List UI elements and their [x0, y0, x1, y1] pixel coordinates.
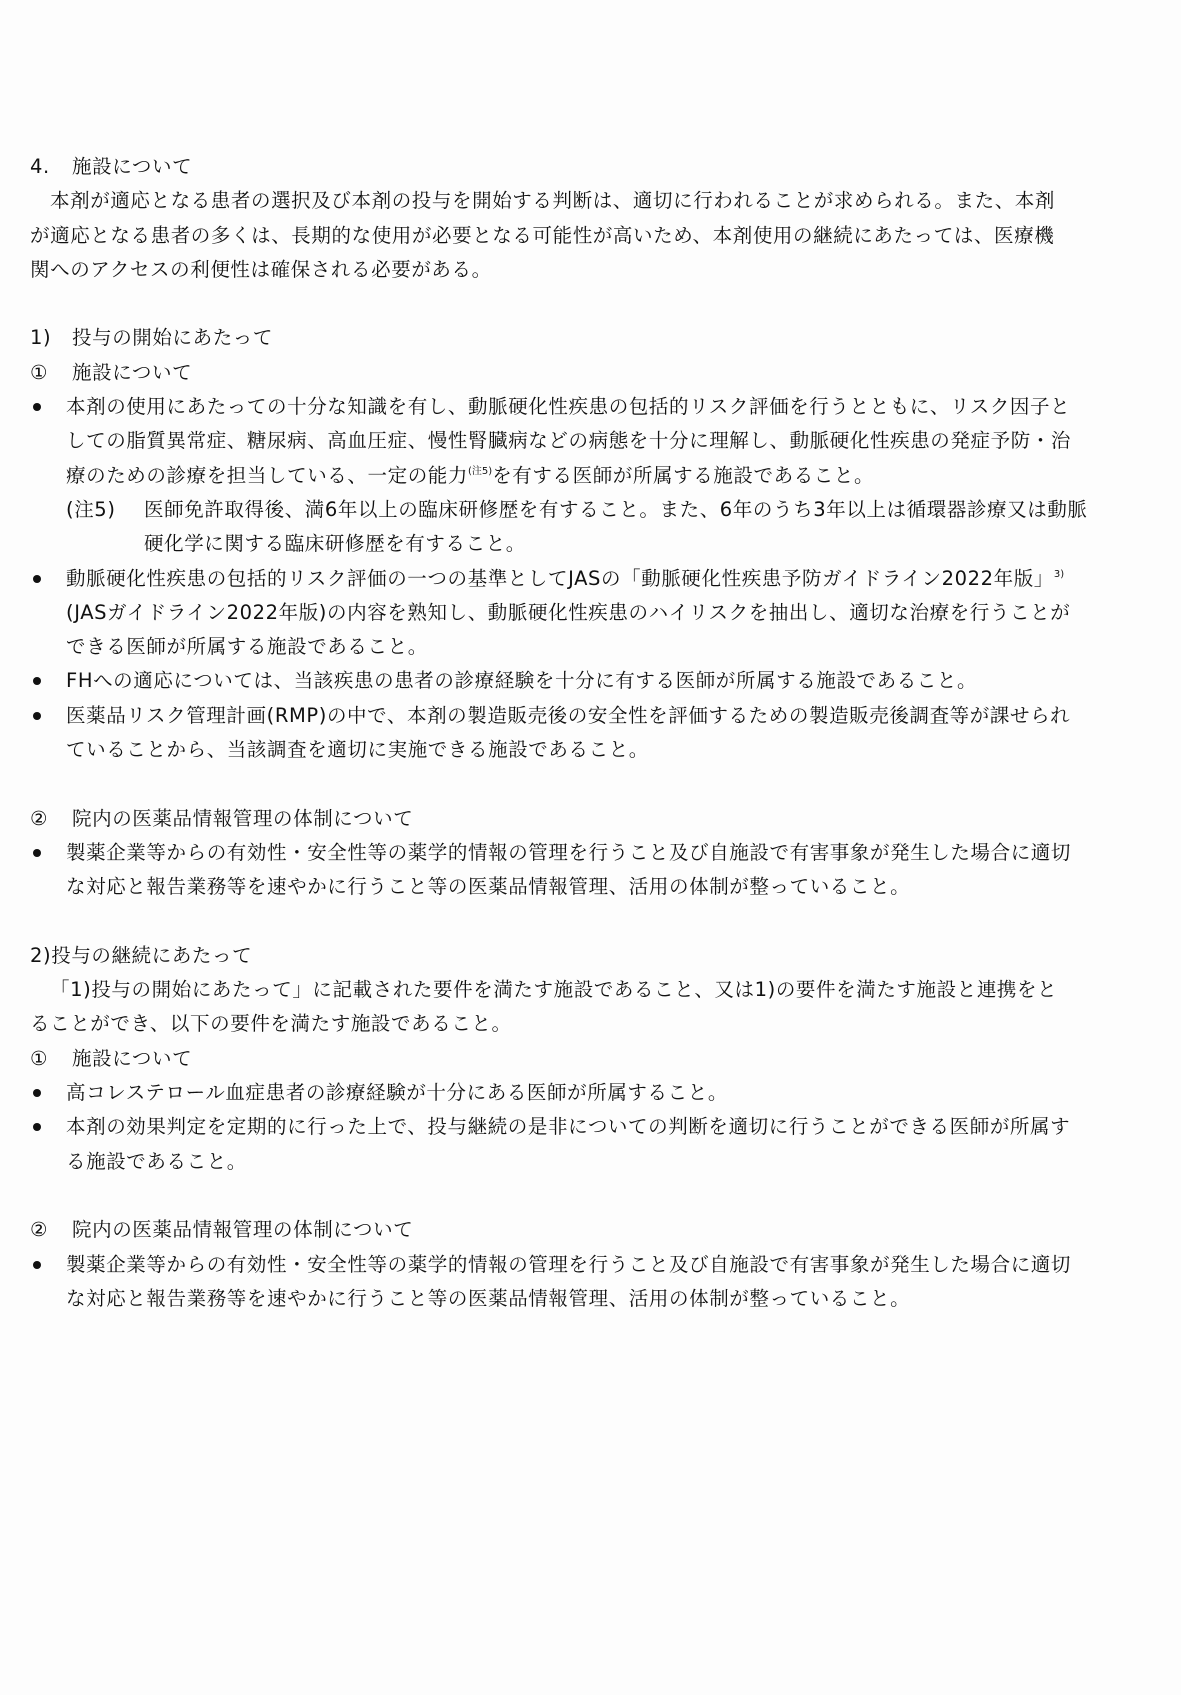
document-page: [30, 150, 1152, 1316]
spacer: [30, 287, 1152, 321]
bullet-icon: [33, 712, 41, 720]
intro-line: 関へのアクセスの利便性は確保される必要がある。: [30, 257, 492, 281]
intro-line: 本剤が適応となる患者の選択及び本剤の投与を開始する判断は、適切に行われることが求められる。また、本剤: [50, 189, 1056, 213]
part2-intro: [30, 973, 1152, 1042]
part2-sub1-title: 施設について: [72, 1046, 193, 1070]
part2-sub1-heading: [30, 1042, 1152, 1076]
part2-heading: 2)投与の継続にあたって: [30, 943, 253, 967]
section-number: 4.: [30, 155, 50, 178]
reference-marker: 3): [1053, 568, 1065, 580]
part1-sub2-heading: [30, 802, 1152, 836]
circled-number-1: ①: [30, 360, 49, 384]
bullet-icon: [33, 1261, 41, 1269]
part1-sub1-heading: [30, 356, 1152, 390]
list-item-text: 製薬企業等からの有効性・安全性等の薬学的情報の管理を行うこと及び自施設で有害事象が発生した場合に適切: [66, 840, 1072, 864]
part2-sub2-title: 院内の医薬品情報管理の体制について: [72, 1218, 414, 1242]
list-item: [30, 664, 1152, 698]
list-item: [30, 1248, 1152, 1317]
list-item-text: な対応と報告業務等を速やかに行うこと等の医薬品情報管理、活用の体制が整っていること。: [66, 875, 911, 899]
bullet-icon: [33, 575, 41, 583]
bullet-icon: [33, 1123, 41, 1131]
list-item-text: な対応と報告業務等を速やかに行うこと等の医薬品情報管理、活用の体制が整っていること。: [66, 1286, 911, 1310]
part1-heading-number: 1): [30, 326, 52, 350]
list-item-text: 本剤の効果判定を定期的に行った上で、投与継続の是非についての判断を適切に行うことができる医師が所属す: [66, 1115, 1071, 1139]
section-title: [30, 150, 1152, 184]
circled-number-2: ②: [30, 1218, 49, 1242]
part1-heading-text: 投与の開始にあたって: [72, 326, 274, 350]
footnote-text: 医師免許取得後、満6年以上の臨床研修歴を有すること。また、6年のうち3年以上は循環器診療又は動脈: [144, 497, 1088, 521]
list-item: [30, 390, 1152, 493]
part2-sub2-heading: [30, 1213, 1152, 1247]
bullet-icon: [33, 403, 41, 411]
list-item: [30, 1110, 1152, 1179]
list-item-text: 製薬企業等からの有効性・安全性等の薬学的情報の管理を行うこと及び自施設で有害事象が発生した場合に適切: [66, 1252, 1072, 1276]
spacer: [30, 767, 1152, 801]
list-item-text: る施設であること。: [66, 1149, 247, 1173]
list-item-text: 療のための診療を担当している、一定の能力: [66, 463, 469, 487]
circled-number-2: ②: [30, 806, 49, 830]
list-item: [30, 1076, 1152, 1110]
spacer: [30, 905, 1152, 939]
list-item: [30, 562, 1152, 665]
part1-sub1-title: 施設について: [72, 360, 193, 384]
intro-line: 「1)投与の開始にあたって」に記載された要件を満たす施設であること、又は1)の要件を満たす施設と連携をと: [50, 978, 1058, 1002]
footnote-ref: (注5): [468, 465, 493, 477]
list-item-text: 医薬品リスク管理計画(RMP)の中で、本剤の製造販売後の安全性を評価するための製造販売後調査等が課せられ: [66, 703, 1071, 727]
list-item: [30, 836, 1152, 905]
circled-number-1: ①: [30, 1046, 49, 1070]
list-item-text: (JASガイドライン2022年版)の内容を熟知し、動脈硬化性疾患のハイリスクを抽出し、適切な治療を行うことが: [66, 600, 1071, 624]
spacer: [30, 1179, 1152, 1213]
list-item-text: しての脂質異常症、糖尿病、高血圧症、慢性腎臓病などの病態を十分に理解し、動脈硬化性疾患の発症予防・治: [66, 429, 1072, 453]
list-item-text: を有する医師が所属する施設であること。: [492, 463, 875, 487]
list-item-text: 高コレステロール血症患者の診療経験が十分にある医師が所属すること。: [66, 1081, 728, 1105]
list-item-text: ていることから、当該調査を適切に実施できる施設であること。: [66, 738, 649, 762]
list-item-text: 本剤の使用にあたっての十分な知識を有し、動脈硬化性疾患の包括的リスク評価を行うとともに、リスク因子と: [66, 395, 1071, 419]
section-intro: [30, 184, 1152, 287]
footnote: [30, 493, 1152, 562]
part1-heading: [30, 321, 1152, 355]
intro-line: が適応となる患者の多くは、長期的な使用が必要となる可能性が高いため、本剤使用の継続にあたっては、医療機: [30, 223, 1055, 247]
footnote-text: 硬化学に関する臨床研修歴を有すること。: [144, 532, 526, 556]
section-title-text: 施設について: [72, 155, 193, 178]
part1-sub2-title: 院内の医薬品情報管理の体制について: [72, 806, 414, 830]
list-item-text: できる医師が所属する施設であること。: [66, 635, 428, 659]
intro-line: ることができ、以下の要件を満たす施設であること。: [30, 1012, 512, 1036]
bullet-icon: [33, 677, 41, 685]
footnote-label: (注5): [66, 497, 116, 521]
list-item-text: FHへの適応については、当該疾患の患者の診療経験を十分に有する医師が所属する施設であること。: [66, 669, 978, 693]
list-item: [30, 699, 1152, 768]
bullet-icon: [33, 1089, 41, 1097]
list-item-text: 動脈硬化性疾患の包括的リスク評価の一つの基準としてJASの「動脈硬化性疾患予防ガイドライン2022年版」: [66, 566, 1054, 590]
bullet-icon: [33, 849, 41, 857]
